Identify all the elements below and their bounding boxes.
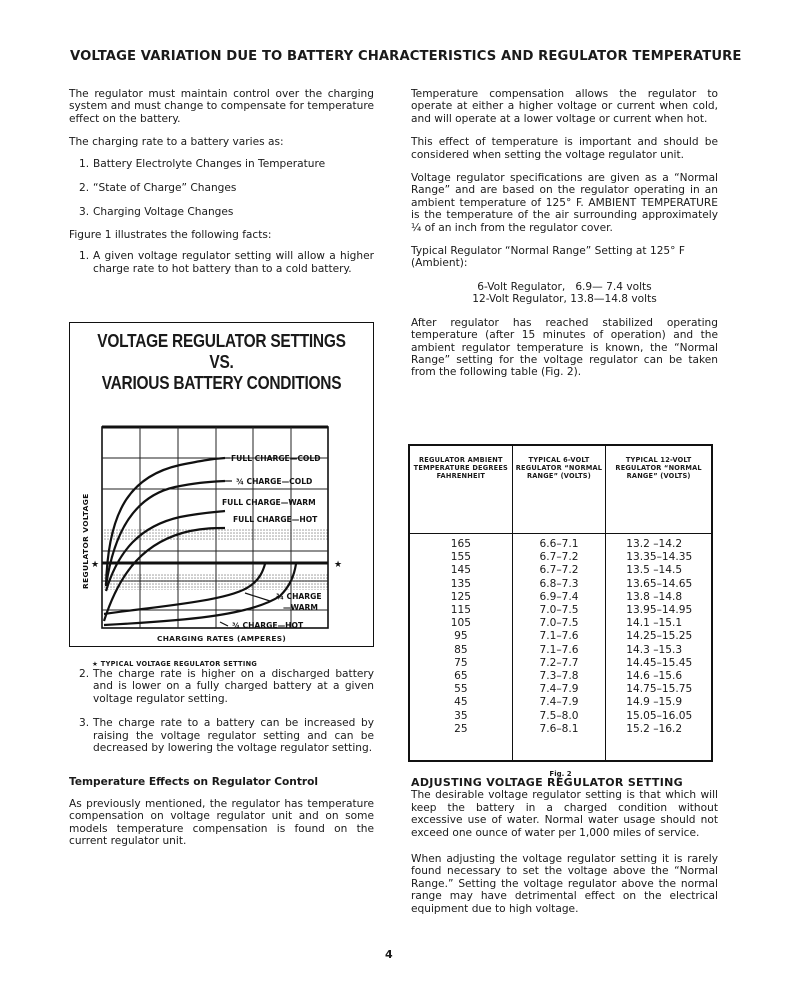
table-cell-six-volt: 7.1–7.6: [539, 643, 579, 656]
paragraph: Voltage regulator specifications are given as a “Normal Range” and are based on the regulator operating in an ambient temperature of 125° F. AMBIENT TEMPERATURE is the temperature of the air surrounding approximately ¼ of an inch from the regulator cover.: [411, 172, 718, 234]
table-cell-temperature: 155: [450, 551, 471, 564]
item-number: 2.: [79, 668, 90, 680]
item-text: Charging Voltage Changes: [93, 206, 234, 219]
table-cell-temperature: 105: [450, 617, 471, 630]
table-cell-twelve-volt: 14.6 –15.6: [626, 670, 683, 683]
right-column: [411, 88, 718, 390]
left-column: [69, 88, 374, 286]
label-full-warm: FULL CHARGE—WARM: [222, 498, 316, 507]
figure-title-line: VOLTAGE REGULATOR SETTINGS: [97, 331, 346, 351]
label-three-quarter-warm-1: ¾ CHARGE: [276, 592, 322, 601]
star-icon: ★: [334, 560, 343, 570]
table-cell-temperature: 85: [454, 643, 468, 656]
table-cell-temperature: 75: [454, 656, 468, 669]
table-cell-six-volt: 6.8–7.3: [539, 577, 579, 590]
x-axis-label: CHARGING RATES (AMPERES): [156, 634, 287, 643]
item-number: 1.: [79, 250, 90, 263]
table-cell-six-volt: 7.4–7.9: [539, 683, 579, 696]
table-cell-twelve-volt: 13.65–14.65: [626, 577, 693, 590]
figure-1: [69, 322, 374, 668]
table-cell-temperature: 135: [450, 577, 471, 590]
table-cell-twelve-volt: 14.75–15.75: [626, 683, 693, 696]
table-cell-six-volt: 6.7–7.2: [539, 551, 579, 564]
voltage-chart: [80, 421, 370, 634]
twelve-volt-setting: 12-Volt Regulator, 13.8—14.8 volts: [472, 293, 657, 306]
label-three-quarter-cold: ¾ CHARGE—COLD: [236, 477, 313, 486]
left-column-lower: [69, 668, 374, 847]
label-full-cold: FULL CHARGE—COLD: [231, 454, 321, 463]
twelve-volt-column: [606, 534, 712, 761]
varies-item: [69, 158, 374, 170]
varies-item: [69, 206, 374, 218]
label-three-quarter-warm-2: —WARM: [283, 603, 318, 612]
item-text: A given voltage regulator setting will allow a higher charge rate to hot battery than to a cold battery.: [93, 250, 374, 275]
item-number: 2.: [79, 182, 90, 195]
paragraph: When adjusting the voltage regulator setting it is rarely found necessary to set the voltage above the “Normal Range.” Setting the voltage regulator above the normal range may have detrimental effect on the electrical equipment due to high voltage.: [411, 853, 718, 915]
paragraph: Temperature compensation allows the regulator to operate at either a higher voltage or current when cold, and will operate at a lower voltage or current when hot.: [411, 88, 718, 125]
table-cell-temperature: 65: [454, 670, 468, 683]
table-cell-six-volt: 6.6–7.1: [539, 538, 579, 550]
label-three-quarter-hot: ¾ CHARGE—HOT: [232, 621, 304, 630]
page-title: VOLTAGE VARIATION DUE TO BATTERY CHARACTERISTICS AND REGULATOR TEMPERATURE: [70, 49, 742, 64]
table-cell-six-volt: 7.2–7.7: [539, 656, 579, 669]
column-header: TYPICAL 12-VOLT REGULATOR “NORMAL RANGE” (VOLTS): [606, 446, 712, 534]
column-header: REGULATOR AMBIENT TEMPERATURE DEGREES FAHRENHEIT: [410, 446, 513, 534]
figure-lead: Figure 1 illustrates the following facts:: [69, 228, 272, 241]
varies-item: [69, 182, 374, 194]
table-cell-six-volt: 7.5–8.0: [539, 709, 579, 722]
label-full-hot: FULL CHARGE—HOT: [233, 515, 318, 524]
adjusting-heading: ADJUSTING VOLTAGE REGULATOR SETTING: [411, 776, 683, 789]
y-axis-label: REGULATOR VOLTAGE: [81, 493, 90, 589]
table-cell-temperature: 55: [454, 683, 468, 696]
table-cell-temperature: 45: [454, 696, 468, 709]
figure-2-caption: Fig. 2: [549, 770, 572, 778]
temp-effects-paragraph: As previously mentioned, the regulator has temperature compensation on voltage regulator unit and on some models temperature compensation is found on the current regulator unit.: [69, 797, 374, 848]
table-cell-six-volt: 6.7–7.2: [539, 564, 579, 577]
table-cell-twelve-volt: 13.2 –14.2: [626, 538, 683, 550]
table-cell-twelve-volt: 13.35–14.35: [626, 551, 693, 564]
item-number: 3.: [79, 206, 90, 219]
intro-paragraph: The regulator must maintain control over the charging system and must change to compensate for temperature effect on the battery.: [69, 88, 374, 125]
table-cell-twelve-volt: 15.2 –16.2: [626, 722, 683, 735]
table-cell-temperature: 35: [454, 709, 468, 722]
table-cell-six-volt: 6.9–7.4: [539, 590, 579, 603]
table-cell-twelve-volt: 14.9 –15.9: [626, 696, 683, 709]
item-text: Battery Electrolyte Changes in Temperature: [93, 157, 326, 170]
star-icon: ★: [91, 560, 100, 570]
temp-effects-heading: Temperature Effects on Regulator Control: [69, 776, 319, 789]
table-cell-twelve-volt: 14.45–15.45: [626, 656, 693, 669]
table-cell-temperature: 125: [450, 590, 471, 603]
fact-item: [69, 668, 374, 705]
fact-item: [69, 717, 374, 754]
table-cell-temperature: 115: [450, 604, 471, 617]
figure-1-title: [91, 331, 352, 394]
table-cell-twelve-volt: 13.95–14.95: [626, 604, 693, 617]
table-cell-temperature: 165: [450, 538, 471, 550]
paragraph: This effect of temperature is important and should be considered when setting the voltage regulator unit.: [411, 136, 718, 161]
varies-lead: The charging rate to a battery varies as:: [69, 136, 284, 149]
table-cell-six-volt: 7.1–7.6: [539, 630, 579, 643]
item-number: 1.: [79, 157, 90, 170]
item-text: “State of Charge” Changes: [93, 182, 237, 195]
normal-range-settings: [411, 281, 718, 306]
page-number: 4: [385, 948, 393, 961]
table-cell-twelve-volt: 14.1 –15.1: [626, 617, 683, 630]
table-cell-six-volt: 7.0–7.5: [539, 617, 579, 630]
figure-2-table: [408, 444, 713, 762]
item-number: 3.: [79, 717, 90, 730]
figure-title-line: VARIOUS BATTERY CONDITIONS: [101, 373, 342, 393]
table-cell-twelve-volt: 15.05–16.05: [626, 709, 693, 722]
paragraph: After regulator has reached stabilized operating temperature (after 15 minutes of operation) and the ambient regulator temperature is known, the “Normal Range” setting for the voltage regulator can be taken from the following table (Fig. 2).: [411, 316, 718, 379]
table-cell-six-volt: 7.3–7.8: [539, 670, 579, 683]
item-text: The charge rate to a battery can be increased by raising the voltage regulator setting and can be decreased by lowering the voltage regulator setting.: [93, 717, 374, 755]
column-header: TYPICAL 6-VOLT REGULATOR “NORMAL RANGE” (VOLTS): [512, 446, 606, 534]
chart-footnote: ★ TYPICAL VOLTAGE REGULATOR SETTING: [92, 660, 258, 668]
item-text: The charge rate is higher on a discharged battery and is lower on a fully charged battery at a given voltage regulator setting.: [93, 668, 374, 705]
curve-three-quarter-hot: [104, 564, 296, 625]
figure-title-line: VS.: [209, 352, 234, 372]
normal-range-table: [409, 445, 712, 761]
temperature-column: [410, 534, 513, 761]
six-volt-setting: 6-Volt Regulator, 6.9— 7.4 volts: [477, 280, 652, 293]
paragraph: Typical Regulator “Normal Range” Setting at 125° F (Ambient):: [411, 245, 685, 270]
table-cell-six-volt: 7.6–8.1: [539, 722, 579, 735]
fact-item: [69, 250, 374, 275]
right-column-lower: [411, 777, 718, 915]
six-volt-column: [512, 534, 606, 761]
table-cell-temperature: 25: [454, 722, 468, 735]
shaded-band-lower: [102, 574, 328, 590]
paragraph: The desirable voltage regulator setting is that which will keep the battery in a charged condition without excessive use of water. Normal water usage should not exceed one ounce of water per 1,000 miles of service.: [411, 789, 718, 839]
table-cell-twelve-volt: 14.3 –15.3: [626, 643, 683, 656]
table-cell-twelve-volt: 14.25–15.25: [626, 630, 693, 643]
table-cell-six-volt: 7.4–7.9: [539, 696, 579, 709]
table-cell-temperature: 95: [454, 630, 468, 643]
table-cell-temperature: 145: [450, 564, 471, 577]
table-cell-six-volt: 7.0–7.5: [539, 604, 579, 617]
table-cell-twelve-volt: 13.5 –14.5: [626, 564, 683, 577]
table-cell-twelve-volt: 13.8 –14.8: [626, 590, 683, 603]
chart-svg: [80, 421, 370, 634]
